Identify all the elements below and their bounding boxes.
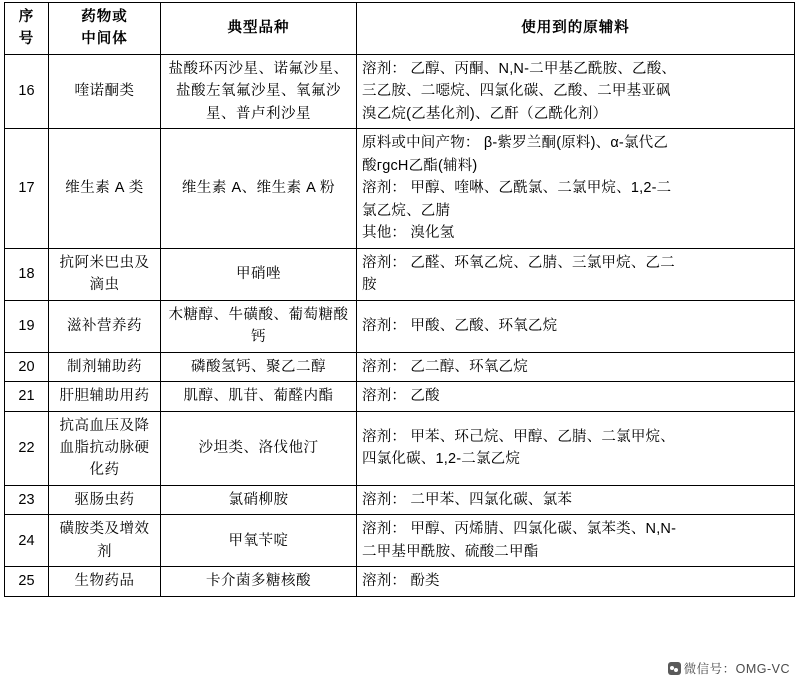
cell-variety: 甲氧苄啶 bbox=[161, 515, 357, 567]
table-body bbox=[5, 54, 795, 596]
cell-variety: 氯硝柳胺 bbox=[161, 485, 357, 514]
cell-drug-name: 滋补营养药 bbox=[49, 300, 161, 352]
cell-drug-name: 生物药品 bbox=[49, 567, 161, 596]
cell-index: 25 bbox=[5, 567, 49, 596]
cell-variety: 甲硝唑 bbox=[161, 248, 357, 300]
drug-solvent-table bbox=[4, 2, 795, 597]
table-row bbox=[5, 300, 795, 352]
cell-drug-name: 制剂辅助药 bbox=[49, 352, 161, 381]
cell-index: 18 bbox=[5, 248, 49, 300]
cell-index: 20 bbox=[5, 352, 49, 381]
watermark-text: 微信号：OMG-VC bbox=[683, 662, 790, 676]
cell-variety: 维生素 A、维生素 A 粉 bbox=[161, 129, 357, 248]
table-header-row bbox=[5, 3, 795, 55]
cell-materials bbox=[357, 248, 795, 300]
table-row bbox=[5, 248, 795, 300]
cell-materials bbox=[357, 300, 795, 352]
header-index-line1: 序 bbox=[18, 9, 35, 25]
cell-drug-name: 肝胆辅助用药 bbox=[49, 382, 161, 411]
cell-materials bbox=[357, 352, 795, 381]
cell-index: 24 bbox=[5, 515, 49, 567]
cell-index: 19 bbox=[5, 300, 49, 352]
document-page bbox=[0, 2, 798, 685]
cell-index: 22 bbox=[5, 411, 49, 485]
column-header-materials: 使用到的原辅料 bbox=[357, 3, 795, 55]
header-index-line2: 号 bbox=[18, 31, 35, 48]
column-header-index bbox=[5, 3, 49, 55]
material-line: 胺 bbox=[362, 277, 377, 294]
material-line: 溶剂： 酚类 bbox=[362, 573, 440, 590]
table-row bbox=[5, 382, 795, 411]
cell-variety: 沙坦类、洛伐他汀 bbox=[161, 411, 357, 485]
material-line: 二甲基甲酰胺、硫酸二甲酯 bbox=[362, 543, 539, 560]
watermark bbox=[668, 659, 790, 677]
table-row bbox=[5, 352, 795, 381]
cell-materials bbox=[357, 515, 795, 567]
column-header-variety: 典型品种 bbox=[161, 3, 357, 55]
cell-drug-name: 抗高血压及降血脂抗动脉硬化药 bbox=[49, 411, 161, 485]
table-row bbox=[5, 411, 795, 485]
header-name-line2: 中间体 bbox=[81, 31, 128, 48]
wechat-icon bbox=[668, 662, 681, 675]
cell-drug-name: 驱肠虫药 bbox=[49, 485, 161, 514]
cell-index: 16 bbox=[5, 54, 49, 128]
table-row bbox=[5, 54, 795, 128]
material-line: 溶剂： 甲酸、乙酸、环氧乙烷 bbox=[362, 317, 558, 334]
header-name-line1: 药物或 bbox=[81, 9, 128, 25]
material-line: 溶剂： 甲醇、丙烯腈、四氯化碳、氯苯类、N,N- bbox=[362, 521, 677, 538]
table-row bbox=[5, 515, 795, 567]
cell-drug-name: 磺胺类及增效剂 bbox=[49, 515, 161, 567]
material-line: 溶剂： 甲苯、环己烷、甲醇、乙腈、二氯甲烷、 bbox=[362, 428, 675, 445]
material-line: 溶剂： 乙二醇、环氧乙烷 bbox=[362, 358, 528, 375]
cell-drug-name: 维生素 A 类 bbox=[49, 129, 161, 248]
material-line: 溴乙烷(乙基化剂)、乙酐（乙酰化剂） bbox=[362, 105, 608, 122]
table-row bbox=[5, 567, 795, 596]
material-line: 四氯化碳、1,2-二氯乙烷 bbox=[362, 451, 521, 468]
material-line: 氯乙烷、乙腈 bbox=[362, 202, 451, 219]
material-line: 原料或中间产物： β-紫罗兰酮(原料)、α-氯代乙 bbox=[362, 135, 669, 152]
material-line: 酸гgcH乙酯(辅料) bbox=[362, 157, 478, 174]
table-row bbox=[5, 129, 795, 248]
cell-variety: 磷酸氢钙、聚乙二醇 bbox=[161, 352, 357, 381]
cell-materials bbox=[357, 54, 795, 128]
material-line: 三乙胺、二噁烷、四氯化碳、乙酸、二甲基亚砜 bbox=[362, 83, 671, 100]
cell-materials bbox=[357, 382, 795, 411]
table-row bbox=[5, 485, 795, 514]
cell-drug-name: 喹诺酮类 bbox=[49, 54, 161, 128]
cell-materials bbox=[357, 485, 795, 514]
material-line: 溶剂： 乙醛、环氧乙烷、乙腈、三氯甲烷、乙二 bbox=[362, 254, 675, 271]
cell-index: 21 bbox=[5, 382, 49, 411]
cell-variety: 卡介菌多糖核酸 bbox=[161, 567, 357, 596]
cell-index: 17 bbox=[5, 129, 49, 248]
cell-variety: 木糖醇、牛磺酸、葡萄糖酸钙 bbox=[161, 300, 357, 352]
material-line: 溶剂： 乙酸 bbox=[362, 388, 440, 405]
cell-index: 23 bbox=[5, 485, 49, 514]
cell-materials bbox=[357, 411, 795, 485]
material-line: 溶剂： 二甲苯、四氯化碳、氯苯 bbox=[362, 491, 573, 508]
material-line: 其他： 溴化氢 bbox=[362, 225, 455, 242]
cell-variety: 肌醇、肌苷、葡醛内酯 bbox=[161, 382, 357, 411]
cell-drug-name: 抗阿米巴虫及滴虫 bbox=[49, 248, 161, 300]
column-header-drug-name bbox=[49, 3, 161, 55]
cell-materials bbox=[357, 567, 795, 596]
material-line: 溶剂： 乙醇、丙酮、N,N-二甲基乙酰胺、乙酸、 bbox=[362, 60, 677, 77]
cell-variety: 盐酸环丙沙星、诺氟沙星、盐酸左氧氟沙星、氧氟沙星、普卢利沙星 bbox=[161, 54, 357, 128]
cell-materials bbox=[357, 129, 795, 248]
material-line: 溶剂： 甲醇、喹啉、乙酰氯、二氯甲烷、1,2-二 bbox=[362, 180, 672, 197]
